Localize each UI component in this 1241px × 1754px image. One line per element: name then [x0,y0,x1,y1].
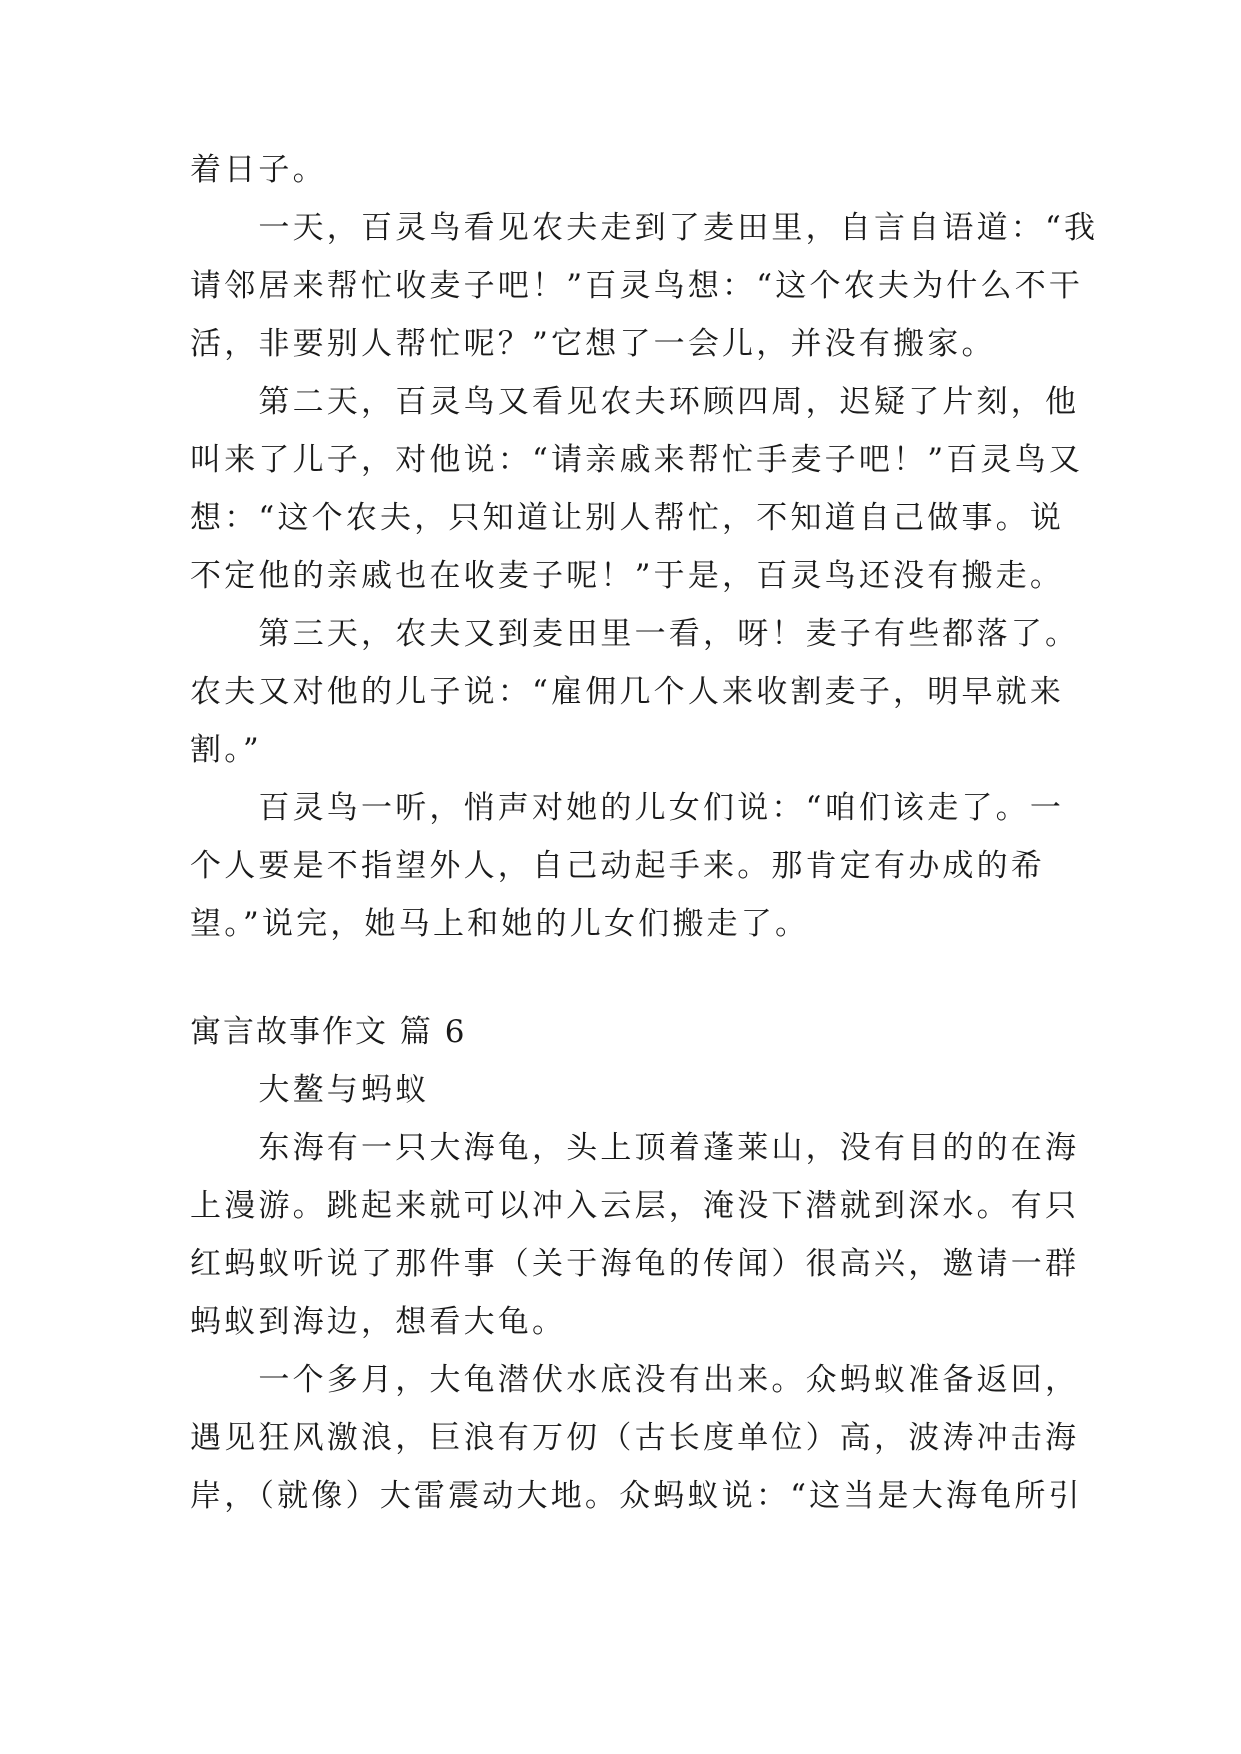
text-line: 第二天，百灵鸟又看见农夫环顾四周，迟疑了片刻，他 [190,384,1080,420]
text-line: 农夫又对他的儿子说：“雇佣几个人来收割麦子，明早就来 [190,674,1065,710]
text-line: 蚂蚁到海边，想看大龟。 [190,1304,567,1340]
story-title: 大鳌与蚂蚁 [190,1072,430,1108]
text-line: 第三天，农夫又到麦田里一看，呀！麦子有些都落了。 [190,616,1080,652]
text-line: 想：“这个农夫，只知道让别人帮忙，不知道自己做事。说 [190,500,1065,536]
text-line: 个人要是不指望外人，自己动起手来。那肯定有办成的希 [190,848,1045,884]
text-line: 百灵鸟一听，悄声对她的儿女们说：“咱们该走了。一 [190,790,1065,826]
text-line: 一天，百灵鸟看见农夫走到了麦田里，自言自语道：“我 [190,210,1099,246]
text-line: 活，非要别人帮忙呢？”它想了一会儿，并没有搬家。 [190,326,996,362]
text-line: 红蚂蚁听说了那件事（关于海龟的传闻）很高兴，邀请一群 [190,1246,1080,1282]
text-line: 岸，（就像）大雷震动大地。众蚂蚁说：“这当是大海龟所引 [190,1478,1083,1514]
text-line: 着日子。 [190,152,327,188]
text-line: 不定他的亲戚也在收麦子呢！”于是，百灵鸟还没有搬走。 [190,558,1065,594]
text-line: 遇见狂风激浪，巨浪有万仞（古长度单位）高，波涛冲击海 [190,1420,1080,1456]
text-line: 东海有一只大海龟，头上顶着蓬莱山，没有目的的在海 [190,1130,1080,1166]
text-line: 割。” [190,732,262,768]
text-line: 请邻居来帮忙收麦子吧！”百灵鸟想：“这个农夫为什么不干 [190,268,1084,304]
text-line: 叫来了儿子，对他说：“请亲戚来帮忙手麦子吧！”百灵鸟又 [190,442,1084,478]
text-line: 一个多月，大龟潜伏水底没有出来。众蚂蚁准备返回， [190,1362,1080,1398]
text-line: 望。”说完，她马上和她的儿女们搬走了。 [190,906,810,942]
section-heading: 寓言故事作文 篇 6 [190,1014,467,1050]
text-line: 上漫游。跳起来就可以冲入云层，淹没下潜就到深水。有只 [190,1188,1080,1224]
